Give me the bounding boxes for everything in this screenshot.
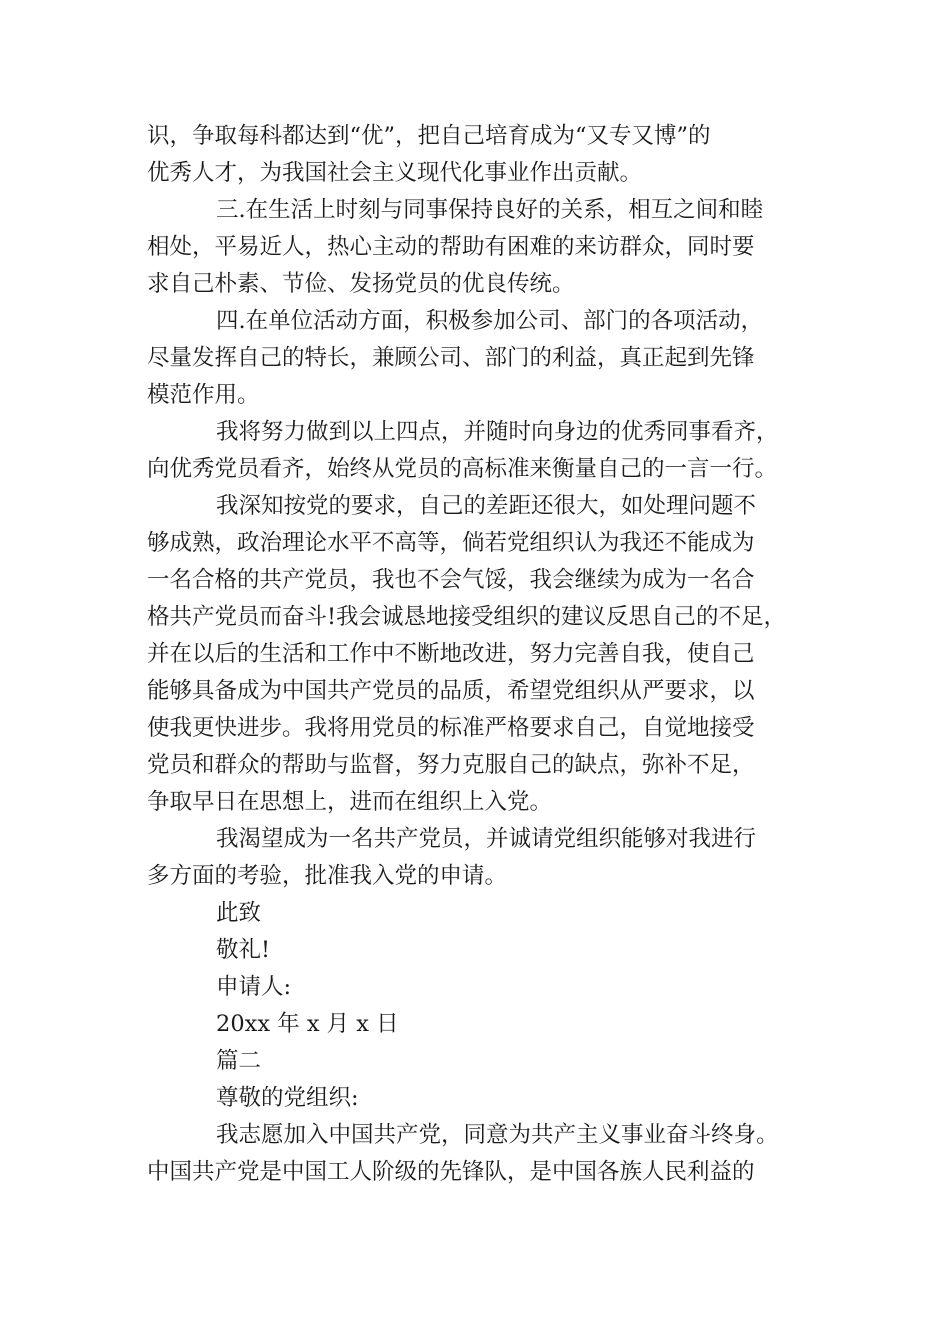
text-line: 求自己朴素、节俭、发扬党员的优良传统。 [147, 271, 575, 297]
text-line: 并在以后的生活和工作中不断地改进，努力完善自我，使自己 [147, 641, 755, 667]
text-line: 向优秀党员看齐，始终从党员的高标准来衡量自己的一言一行。 [147, 456, 778, 482]
text-line: 多方面的考验，批准我入党的申请。 [147, 863, 508, 889]
text-line: 模范作用。 [147, 382, 260, 408]
text-line: 尽量发挥自己的特长，兼顾公司、部门的利益，真正起到先锋 [147, 345, 755, 371]
document-body [147, 118, 827, 1191]
text-line: 中国共产党是中国工人阶级的先锋队，是中国各族人民利益的 [147, 1159, 755, 1185]
text-line: 申请人: [216, 974, 292, 1000]
text-line: 一名合格的共产党员，我也不会气馁，我会继续为成为一名合 [147, 567, 755, 593]
text-line: 优秀人才，为我国社会主义现代化事业作出贡献。 [147, 160, 643, 186]
text-line: 争取早日在思想上，进而在组织上入党。 [147, 789, 553, 815]
text-line: 相处，平易近人，热心主动的帮助有困难的来访群众，同时要 [147, 234, 755, 260]
text-line: 我将努力做到以上四点，并随时向身边的优秀同事看齐， [216, 419, 779, 445]
text-line: 我深知按党的要求，自己的差距还很大，如处理问题不 [216, 493, 757, 519]
text-line: 敬礼! [216, 937, 271, 963]
text-line: 我志愿加入中国共产党，同意为共产主义事业奋斗终身。 [216, 1122, 779, 1148]
text-line: 尊敬的党组织: [216, 1085, 359, 1111]
text-line: 我渴望成为一名共产党员，并诚请党组织能够对我进行 [216, 826, 757, 852]
text-line: 篇二 [216, 1048, 262, 1074]
text-line: 四.在单位活动方面，积极参加公司、部门的各项活动， [216, 308, 764, 334]
text-line: 使我更快进步。我将用党员的标准严格要求自己，自觉地接受 [147, 715, 755, 741]
text-line: 三.在生活上时刻与同事保持良好的关系，相互之间和睦 [216, 197, 764, 223]
text-line: 格共产党员而奋斗!我会诚恳地接受组织的建议反思自己的不足， [147, 604, 787, 630]
text-line: 够成熟，政治理论水平不高等，倘若党组织认为我还不能成为 [147, 530, 755, 556]
text-line: 党员和群众的帮助与监督，努力克服自己的缺点，弥补不足， [147, 752, 755, 778]
text-line: 此致 [216, 900, 262, 926]
text-line: 能够具备成为中国共产党员的品质，希望党组织从严要求，以 [147, 678, 755, 704]
text-line: 识，争取每科都达到“优”，把自己培育成为“又专又博”的 [147, 123, 711, 149]
text-line: 20xx 年 x 月 x 日 [216, 1011, 399, 1037]
